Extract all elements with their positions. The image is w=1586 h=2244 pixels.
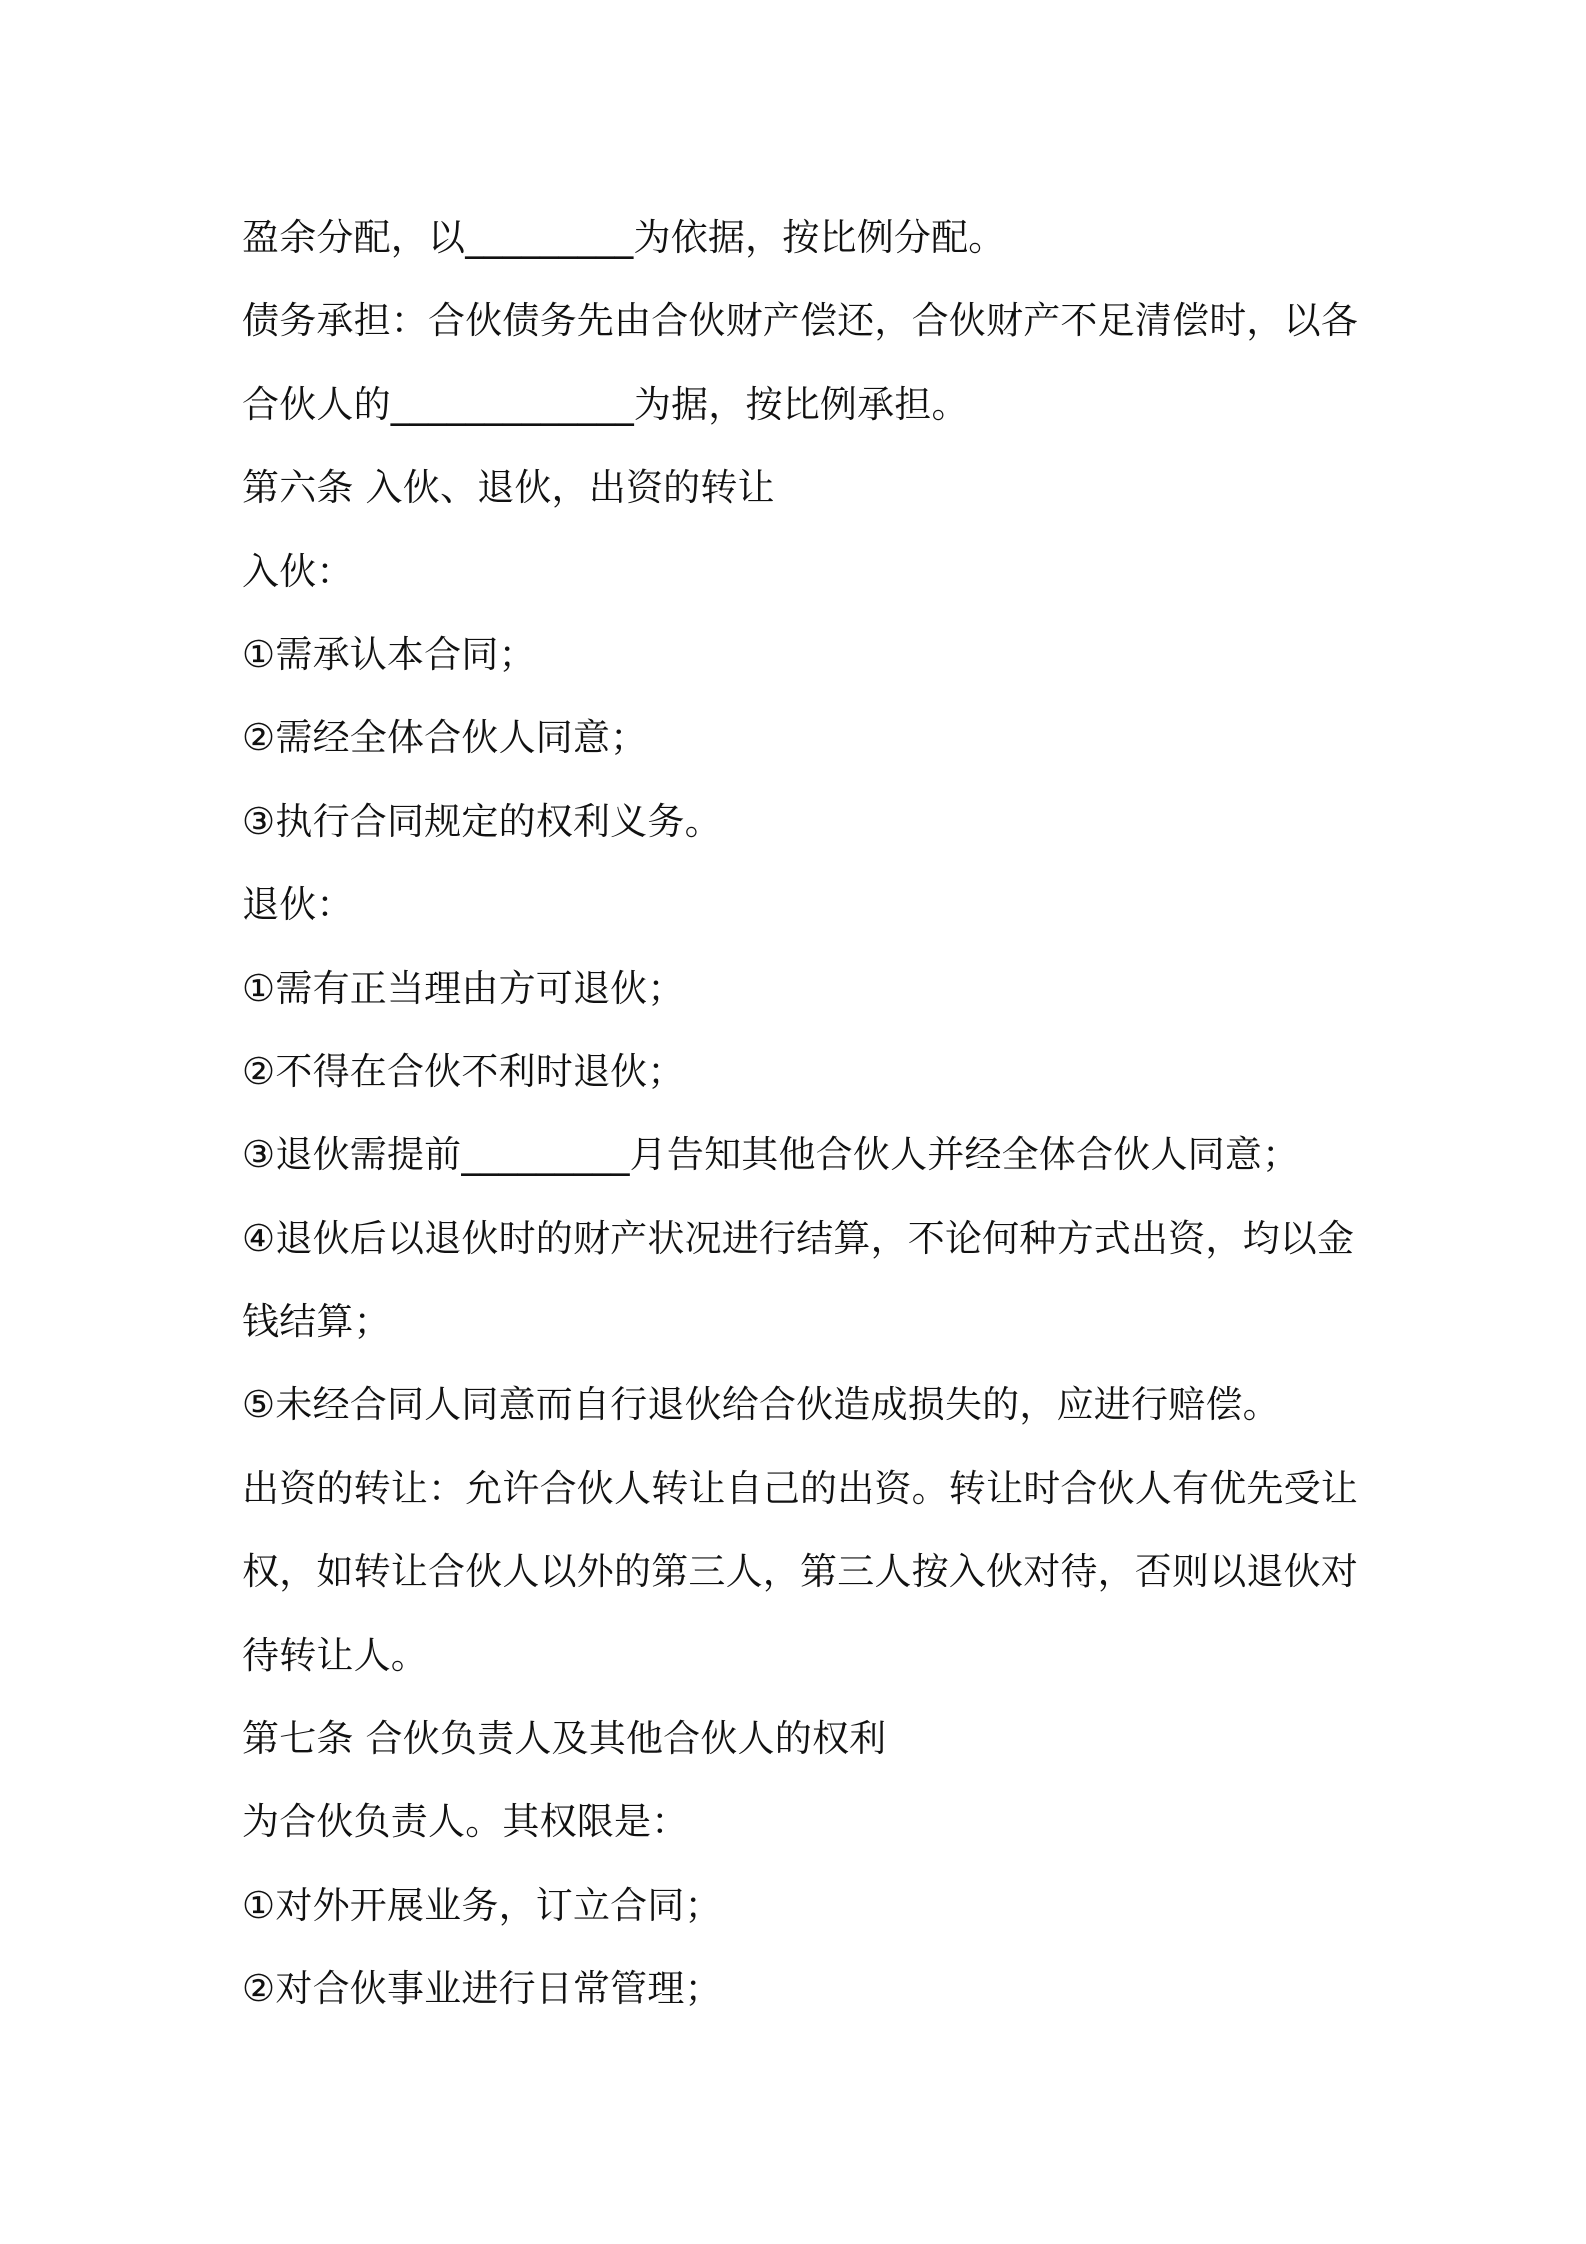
text-line-debt-bearing: 债务承担：合伙债务先由合伙财产偿还，合伙财产不足清偿时，以各 [242, 299, 1358, 343]
article-7-heading: 第七条 合伙负责人及其他合伙人的权利 [242, 1717, 887, 1761]
leader-authority-item-2: ②对合伙事业进行日常管理； [242, 1967, 722, 2011]
withdrawal-item-2: ②不得在合伙不利时退伙； [242, 1049, 685, 1093]
withdrawal-item-1: ①需有正当理由方可退伙； [242, 966, 685, 1010]
leader-authority-item-1: ①对外开展业务，订立合同； [242, 1883, 722, 1927]
article-6-heading: 第六条 入伙、退伙，出资的转让 [242, 466, 775, 510]
withdrawal-item-4-cont: 钱结算； [242, 1300, 391, 1344]
joining-item-2: ②需经全体合伙人同意； [242, 716, 648, 760]
text-line-profit-distribution: 盈余分配，以_________为依据，按比例分配。 [242, 216, 1006, 259]
capital-transfer-paragraph: 出资的转让：允许合伙人转让自己的出资。转让时合伙人有优先受让 [242, 1466, 1358, 1510]
withdrawal-item-5: ⑤未经合同人同意而自行退伙给合伙造成损失的，应进行赔偿。 [242, 1383, 1280, 1427]
withdrawal-item-4: ④退伙后以退伙时的财产状况进行结算，不论何种方式出资，均以金 [242, 1216, 1355, 1260]
capital-transfer-paragraph-cont-2: 待转让人。 [242, 1633, 428, 1677]
document-body [242, 196, 1362, 2031]
joining-item-3: ③执行合同规定的权利义务。 [242, 799, 722, 843]
withdrawal-item-3: ③退伙需提前_________月告知其他合伙人并经全体合伙人同意； [242, 1133, 1300, 1177]
leader-authority-intro: 为合伙负责人。其权限是： [242, 1800, 689, 1844]
joining-label: 入伙： [242, 549, 354, 593]
withdrawal-label: 退伙： [242, 883, 354, 927]
joining-item-1: ①需承认本合同； [242, 632, 536, 676]
capital-transfer-paragraph-cont-1: 权，如转让合伙人以外的第三人，第三人按入伙对待，否则以退伙对 [242, 1550, 1358, 1594]
text-line-debt-bearing-cont: 合伙人的_____________为据，按比例承担。 [242, 382, 969, 426]
